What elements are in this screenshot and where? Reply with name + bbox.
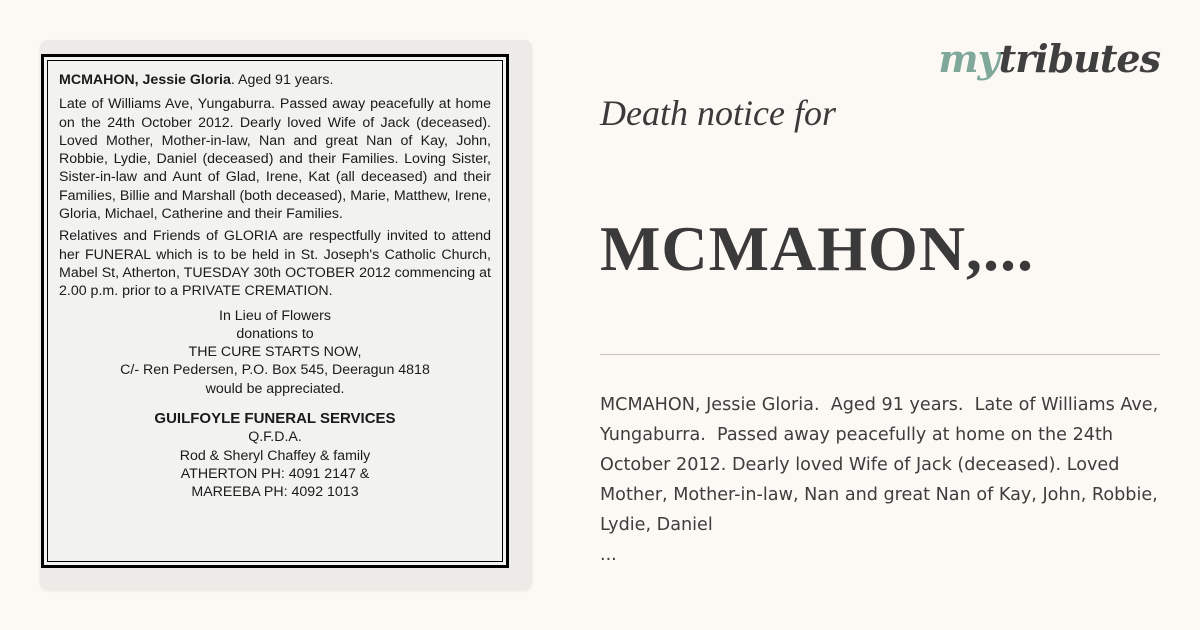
funeral-firm-line: Q.F.D.A.	[248, 429, 302, 446]
notice-lieu-line: THE CURE STARTS NOW,	[188, 344, 362, 361]
death-notice-clipping	[41, 54, 509, 568]
notice-funeral-paragraph: Relatives and Friends of GLORIA are respectfully invited to attend her FUNERAL which is to be held in St. Joseph's Catholic Church, Mabel St, Atherton, TUESDAY 30th OCTOBER 2012 commencing at 2.00 p.m. prior to a PRIVATE CREMATION.	[59, 228, 491, 300]
divider	[600, 354, 1160, 355]
notice-deceased-name: MCMAHON, Jessie Gloria	[59, 72, 231, 88]
logo-my: my	[938, 36, 999, 81]
notice-lieu-line: would be appreciated.	[205, 380, 345, 397]
notice-age: . Aged 91 years.	[230, 72, 334, 88]
funeral-firm-line: MAREEBA PH: 4092 1013	[191, 484, 359, 501]
funeral-firm-name: GUILFOYLE FUNERAL SERVICES	[154, 410, 396, 428]
notice-excerpt: MCMAHON, Jessie Gloria. Aged 91 years. Late of Williams Ave, Yungaburra. Passed away peacefully at home on the 24th October 2012. Dearly loved Wife of Jack (deceased). Loved Mother, Mother-in-law, Nan and great Nan of Kay, John, Robbie, Lydie, Daniel ...	[600, 395, 1159, 565]
notice-family-paragraph: Late of Williams Ave, Yungaburra. Passed away peacefully at home on the 24th October 2012. Dearly loved Wife of Jack (deceased). Loved Mother, Mother-in-law, Nan and great Nan of Kay, John, Robbie, Lydie, Daniel (deceased) and their Families. Loving Sister, Sister-in-law and Aunt of Glad, Irene, Kat (all deceased) and their Families, Billie and Marshall (both deceased), Marie, Matthew, Irene, Gloria, Michael, Catherine and their Families.	[59, 96, 491, 223]
funeral-firm-line: Rod & Sheryl Chaffey & family	[179, 447, 371, 464]
notice-lieu-line: donations to	[236, 325, 314, 342]
page-subtitle: Death notice for	[600, 93, 836, 133]
logo-tributes: tributes	[998, 36, 1160, 81]
funeral-firm-line: ATHERTON PH: 4091 2147 &	[180, 465, 370, 482]
notice-lieu-line: In Lieu of Flowers	[219, 307, 331, 324]
mytributes-logo	[938, 36, 1160, 81]
notice-lieu-line: C/- Ren Pedersen, P.O. Box 545, Deeragun 4818	[120, 362, 430, 379]
notice-heading	[59, 71, 491, 89]
deceased-name-title: MCMAHON,...	[600, 213, 1035, 284]
